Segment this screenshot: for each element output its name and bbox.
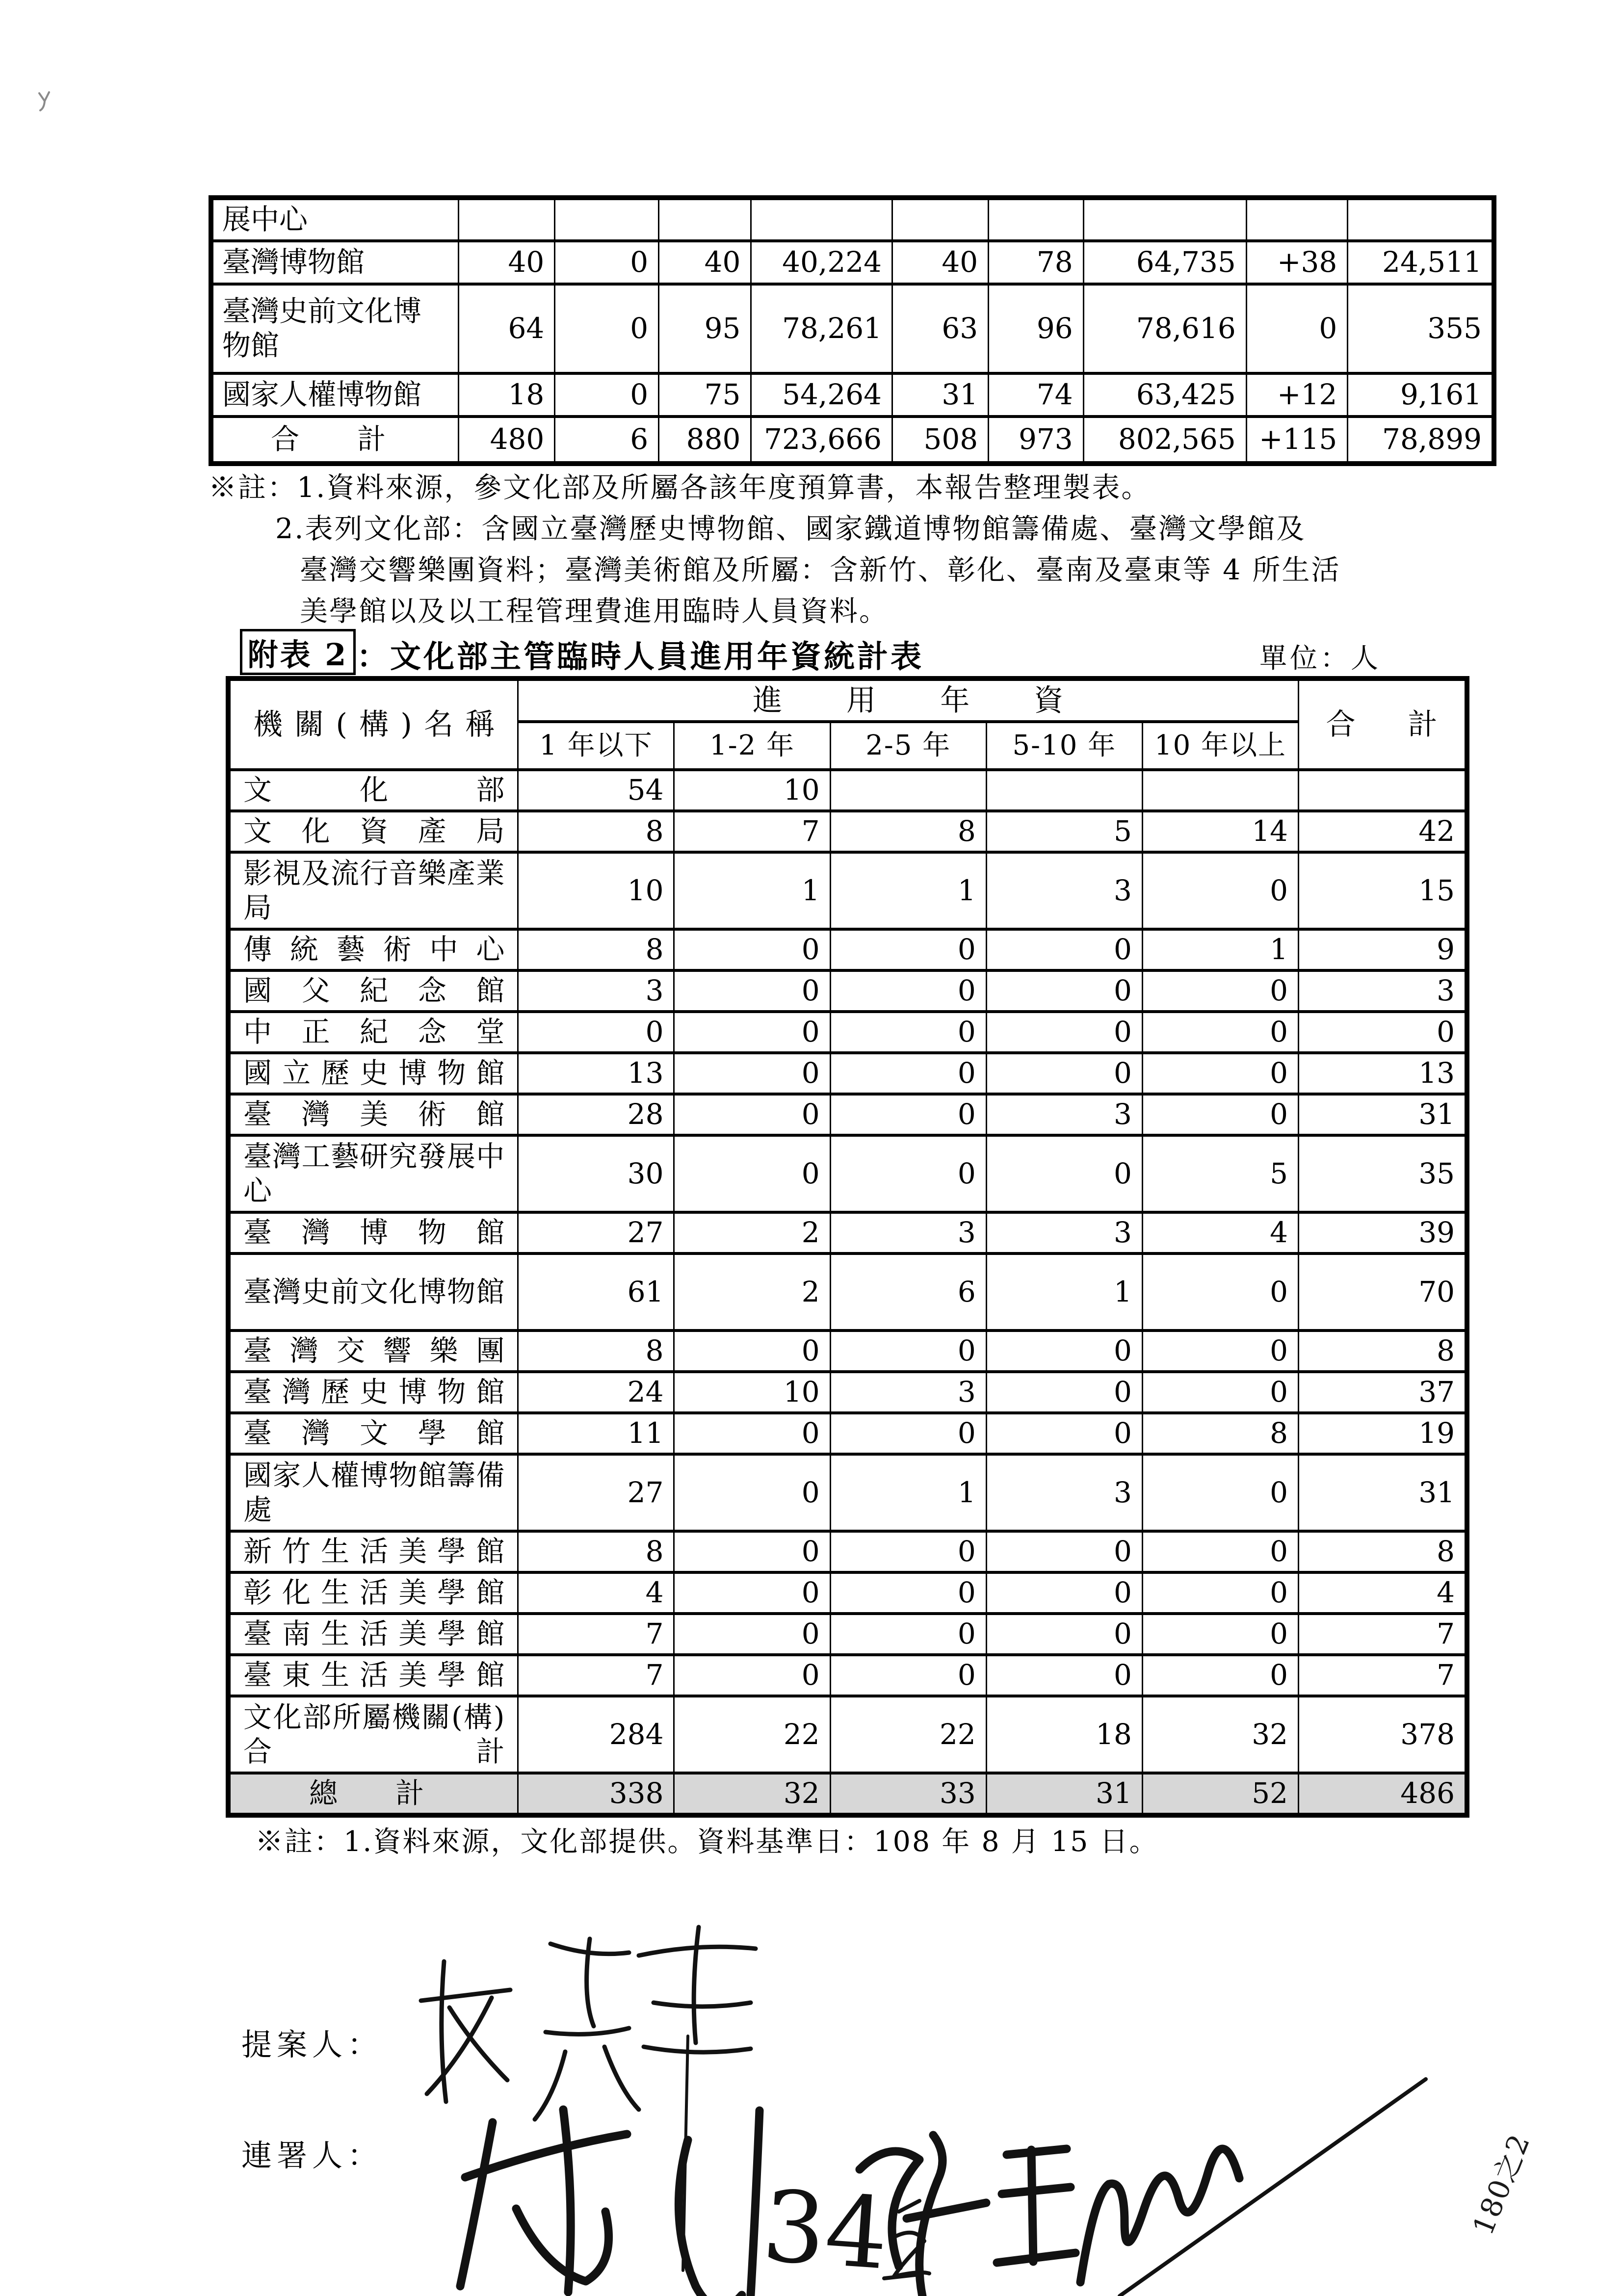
value-cell: 0 bbox=[1142, 1614, 1298, 1655]
value-cell: 6 bbox=[830, 1253, 986, 1331]
value-cell: 63,425 bbox=[1083, 373, 1246, 417]
value-cell bbox=[1299, 770, 1467, 811]
value-cell: 0 bbox=[674, 1454, 830, 1531]
footnote-line: ※註：1.資料來源，參文化部及所屬各該年度預算書，本報告整理製表。 bbox=[209, 471, 1151, 504]
value-cell: 22 bbox=[830, 1696, 986, 1773]
value-cell: 19 bbox=[1299, 1413, 1467, 1454]
value-cell: 0 bbox=[986, 1053, 1142, 1094]
footnote-line: 美學館以及以工程管理費進用臨時人員資料。 bbox=[300, 595, 889, 627]
org-name-cell: 展中心 bbox=[211, 198, 459, 241]
value-cell: 8 bbox=[518, 1331, 674, 1372]
unit-label: 單位：人 bbox=[1259, 643, 1381, 675]
col-header-5-10yr: 5-10 年 bbox=[986, 722, 1142, 770]
value-cell: 40 bbox=[892, 241, 989, 284]
value-cell: 284 bbox=[518, 1696, 674, 1773]
value-cell: 3 bbox=[830, 1212, 986, 1253]
table1-footnote bbox=[209, 467, 1341, 632]
seniority-group-header: 進 用 年 資 bbox=[518, 678, 1299, 722]
value-cell: 7 bbox=[518, 1655, 674, 1696]
value-cell: 378 bbox=[1299, 1696, 1467, 1773]
value-cell: 0 bbox=[830, 929, 986, 970]
value-cell: 0 bbox=[1142, 1372, 1298, 1413]
value-cell: 0 bbox=[1142, 1572, 1298, 1614]
value-cell: 0 bbox=[830, 1413, 986, 1454]
value-cell: 0 bbox=[674, 1614, 830, 1655]
value-cell: 0 bbox=[830, 1135, 986, 1212]
value-cell: 0 bbox=[1142, 852, 1298, 929]
value-cell: 0 bbox=[986, 1413, 1142, 1454]
value-cell: 7 bbox=[518, 1614, 674, 1655]
value-cell: 8 bbox=[518, 811, 674, 852]
value-cell: 30 bbox=[518, 1135, 674, 1212]
org-name-header: 機關(構)名稱 bbox=[228, 678, 518, 770]
value-cell bbox=[1246, 198, 1348, 241]
value-cell: 8 bbox=[830, 811, 986, 852]
value-cell: 3 bbox=[830, 1372, 986, 1413]
value-cell: 33 bbox=[830, 1773, 986, 1815]
value-cell: 7 bbox=[1299, 1655, 1467, 1696]
value-cell: 61 bbox=[518, 1253, 674, 1331]
value-cell: 31 bbox=[892, 373, 989, 417]
table-row bbox=[211, 241, 1494, 284]
value-cell: 40 bbox=[459, 241, 555, 284]
value-cell: 973 bbox=[989, 417, 1084, 464]
table-row bbox=[228, 1253, 1467, 1331]
seniority-table-body bbox=[228, 770, 1467, 1815]
value-cell: 78,899 bbox=[1348, 417, 1494, 464]
value-cell: 0 bbox=[1142, 1012, 1298, 1053]
value-cell bbox=[1083, 198, 1246, 241]
value-cell: 40 bbox=[659, 241, 751, 284]
value-cell: 508 bbox=[892, 417, 989, 464]
seniority-statistics-table bbox=[226, 676, 1469, 1818]
value-cell: 6 bbox=[555, 417, 659, 464]
value-cell: 32 bbox=[674, 1773, 830, 1815]
value-cell: 11 bbox=[518, 1413, 674, 1454]
value-cell bbox=[986, 770, 1142, 811]
org-name-cell: 臺灣博物館 bbox=[211, 241, 459, 284]
value-cell: 880 bbox=[659, 417, 751, 464]
value-cell: 0 bbox=[674, 1135, 830, 1212]
value-cell: 0 bbox=[986, 1614, 1142, 1655]
value-cell: 7 bbox=[674, 811, 830, 852]
org-name-cell: 文化部所屬機關(構)合計 bbox=[228, 1696, 518, 1773]
table-row bbox=[228, 811, 1467, 852]
value-cell bbox=[989, 198, 1084, 241]
value-cell: 0 bbox=[1142, 1094, 1298, 1135]
value-cell bbox=[892, 198, 989, 241]
org-name-cell: 國家人權博物館 bbox=[211, 373, 459, 417]
value-cell: 0 bbox=[674, 1572, 830, 1614]
table2-title: ：文化部主管臨時人員進用年資統計表 bbox=[357, 638, 924, 675]
value-cell: 1 bbox=[674, 852, 830, 929]
value-cell: 0 bbox=[674, 1094, 830, 1135]
value-cell: 96 bbox=[989, 284, 1084, 373]
table-row bbox=[228, 1614, 1467, 1655]
value-cell: 0 bbox=[1142, 1253, 1298, 1331]
value-cell: 0 bbox=[674, 1531, 830, 1572]
value-cell: 7 bbox=[1299, 1614, 1467, 1655]
table2-footnote: ※註：1.資料來源，文化部提供。資料基準日：108 年 8 月 15 日。 bbox=[255, 1826, 1159, 1858]
value-cell: 8 bbox=[1299, 1331, 1467, 1372]
value-cell: 28 bbox=[518, 1094, 674, 1135]
value-cell bbox=[751, 198, 892, 241]
value-cell: 24,511 bbox=[1348, 241, 1494, 284]
value-cell: 0 bbox=[555, 241, 659, 284]
value-cell: 8 bbox=[518, 929, 674, 970]
value-cell: 42 bbox=[1299, 811, 1467, 852]
value-cell: 1 bbox=[986, 1253, 1142, 1331]
org-name-cell: 臺灣交響樂團 bbox=[228, 1331, 518, 1372]
value-cell bbox=[1142, 770, 1298, 811]
value-cell bbox=[459, 198, 555, 241]
org-name-cell: 臺灣史前文化博物館 bbox=[211, 284, 459, 373]
value-cell: 0 bbox=[674, 1655, 830, 1696]
value-cell: 8 bbox=[1142, 1413, 1298, 1454]
org-name-cell: 臺灣博物館 bbox=[228, 1212, 518, 1253]
org-name-cell: 文化部 bbox=[228, 770, 518, 811]
org-name-cell: 國父紀念館 bbox=[228, 970, 518, 1012]
value-cell: 13 bbox=[518, 1053, 674, 1094]
value-cell: 3 bbox=[986, 1454, 1142, 1531]
value-cell: 40,224 bbox=[751, 241, 892, 284]
value-cell: 0 bbox=[1299, 1012, 1467, 1053]
table-row bbox=[228, 1454, 1467, 1531]
value-cell: 0 bbox=[830, 1331, 986, 1372]
org-name-cell: 影視及流行音樂產業局 bbox=[228, 852, 518, 929]
value-cell: 39 bbox=[1299, 1212, 1467, 1253]
table-row bbox=[211, 284, 1494, 373]
org-name-cell: 合 計 bbox=[211, 417, 459, 464]
value-cell: 0 bbox=[830, 970, 986, 1012]
value-cell: 802,565 bbox=[1083, 417, 1246, 464]
value-cell: 0 bbox=[674, 1012, 830, 1053]
org-name-cell: 臺南生活美學館 bbox=[228, 1614, 518, 1655]
table-header-row bbox=[228, 678, 1467, 722]
value-cell: 27 bbox=[518, 1212, 674, 1253]
value-cell: 3 bbox=[986, 1094, 1142, 1135]
value-cell: 54,264 bbox=[751, 373, 892, 417]
value-cell: 52 bbox=[1142, 1773, 1298, 1815]
value-cell: 13 bbox=[1299, 1053, 1467, 1094]
footnote-line: 臺灣交響樂團資料；臺灣美術館及所屬：含新竹、彰化、臺南及臺東等 4 所生活 bbox=[300, 554, 1341, 586]
value-cell bbox=[830, 770, 986, 811]
value-cell: 31 bbox=[1299, 1454, 1467, 1531]
value-cell: 0 bbox=[1142, 1331, 1298, 1372]
value-cell: 95 bbox=[659, 284, 751, 373]
value-cell: 338 bbox=[518, 1773, 674, 1815]
value-cell: 37 bbox=[1299, 1372, 1467, 1413]
value-cell: 0 bbox=[674, 1053, 830, 1094]
value-cell bbox=[555, 198, 659, 241]
value-cell: 2 bbox=[674, 1212, 830, 1253]
value-cell: 0 bbox=[1142, 1655, 1298, 1696]
table-row bbox=[228, 770, 1467, 811]
value-cell: 0 bbox=[986, 1331, 1142, 1372]
org-name-cell: 臺灣文學館 bbox=[228, 1413, 518, 1454]
handwritten-page-number: 180之2 bbox=[1466, 2129, 1537, 2240]
value-cell: 0 bbox=[1142, 1531, 1298, 1572]
value-cell: 0 bbox=[986, 1135, 1142, 1212]
org-name-cell: 臺灣史前文化博物館 bbox=[228, 1253, 518, 1331]
value-cell: 0 bbox=[986, 1531, 1142, 1572]
table-row bbox=[228, 1053, 1467, 1094]
table-row bbox=[228, 852, 1467, 929]
org-name-cell: 臺灣美術館 bbox=[228, 1094, 518, 1135]
col-header-2-5yr: 2-5 年 bbox=[830, 722, 986, 770]
total-header: 合 計 bbox=[1299, 678, 1467, 770]
value-cell: 0 bbox=[674, 929, 830, 970]
value-cell: 0 bbox=[830, 1053, 986, 1094]
value-cell: 0 bbox=[830, 1614, 986, 1655]
handwritten-number-34: 34 bbox=[759, 2169, 892, 2292]
table-row bbox=[228, 1531, 1467, 1572]
org-name-cell: 國家人權博物館籌備處 bbox=[228, 1454, 518, 1531]
value-cell: 0 bbox=[986, 929, 1142, 970]
col-header-1-2yr: 1-2 年 bbox=[674, 722, 830, 770]
table-row bbox=[211, 417, 1494, 464]
value-cell: 4 bbox=[1299, 1572, 1467, 1614]
table-row bbox=[228, 1331, 1467, 1372]
value-cell: 18 bbox=[986, 1696, 1142, 1773]
table2-header bbox=[228, 678, 1467, 770]
org-name-cell: 臺東生活美學館 bbox=[228, 1655, 518, 1696]
table-row bbox=[228, 1135, 1467, 1212]
org-name-cell: 總 計 bbox=[228, 1773, 518, 1815]
table-row bbox=[228, 1094, 1467, 1135]
value-cell bbox=[659, 198, 751, 241]
value-cell: 0 bbox=[986, 1012, 1142, 1053]
table-row bbox=[211, 373, 1494, 417]
value-cell: 3 bbox=[986, 852, 1142, 929]
table-row bbox=[228, 1413, 1467, 1454]
value-cell: 0 bbox=[674, 970, 830, 1012]
table-row bbox=[228, 1696, 1467, 1773]
table-row bbox=[228, 929, 1467, 970]
value-cell: 3 bbox=[986, 1212, 1142, 1253]
value-cell: 5 bbox=[986, 811, 1142, 852]
org-name-cell: 傳統藝術中心 bbox=[228, 929, 518, 970]
value-cell: 31 bbox=[986, 1773, 1142, 1815]
value-cell: 15 bbox=[1299, 852, 1467, 929]
table-row bbox=[228, 1012, 1467, 1053]
value-cell: 9 bbox=[1299, 929, 1467, 970]
proposer-label: 提案人： bbox=[241, 2027, 383, 2062]
value-cell: 78 bbox=[989, 241, 1084, 284]
value-cell: 8 bbox=[518, 1531, 674, 1572]
value-cell: 2 bbox=[674, 1253, 830, 1331]
value-cell: 0 bbox=[1142, 970, 1298, 1012]
value-cell: 0 bbox=[555, 373, 659, 417]
cosigner-label: 連署人： bbox=[241, 2138, 383, 2173]
org-name-cell: 臺灣工藝研究發展中心 bbox=[228, 1135, 518, 1212]
value-cell: +12 bbox=[1246, 373, 1348, 417]
value-cell: 0 bbox=[1246, 284, 1348, 373]
org-name-cell: 新竹生活美學館 bbox=[228, 1531, 518, 1572]
value-cell: 24 bbox=[518, 1372, 674, 1413]
value-cell: 0 bbox=[986, 1372, 1142, 1413]
budget-table-continued bbox=[209, 195, 1496, 466]
value-cell: 0 bbox=[986, 1572, 1142, 1614]
value-cell: 0 bbox=[830, 1012, 986, 1053]
table-row bbox=[228, 1372, 1467, 1413]
value-cell: 75 bbox=[659, 373, 751, 417]
table-row bbox=[228, 970, 1467, 1012]
table-row bbox=[228, 1773, 1467, 1815]
value-cell: 1 bbox=[830, 1454, 986, 1531]
budget-table-body bbox=[211, 198, 1494, 464]
appendix-number-box: 附表 2 bbox=[240, 629, 356, 675]
value-cell: 18 bbox=[459, 373, 555, 417]
value-cell: 10 bbox=[674, 770, 830, 811]
value-cell: 70 bbox=[1299, 1253, 1467, 1331]
value-cell: 3 bbox=[518, 970, 674, 1012]
table-row bbox=[211, 198, 1494, 241]
value-cell: +38 bbox=[1246, 241, 1348, 284]
value-cell: 0 bbox=[830, 1572, 986, 1614]
value-cell: 0 bbox=[830, 1655, 986, 1696]
value-cell: 31 bbox=[1299, 1094, 1467, 1135]
value-cell: 35 bbox=[1299, 1135, 1467, 1212]
value-cell: 8 bbox=[1299, 1531, 1467, 1572]
value-cell: 4 bbox=[1142, 1212, 1298, 1253]
value-cell: 9,161 bbox=[1348, 373, 1494, 417]
value-cell: 64 bbox=[459, 284, 555, 373]
value-cell: 0 bbox=[674, 1413, 830, 1454]
org-name-cell: 臺灣歷史博物館 bbox=[228, 1372, 518, 1413]
value-cell: 27 bbox=[518, 1454, 674, 1531]
value-cell: 0 bbox=[1142, 1053, 1298, 1094]
value-cell: 64,735 bbox=[1083, 241, 1246, 284]
value-cell: 0 bbox=[830, 1531, 986, 1572]
org-name-cell: 彰化生活美學館 bbox=[228, 1572, 518, 1614]
table-row bbox=[228, 1212, 1467, 1253]
value-cell: 1 bbox=[1142, 929, 1298, 970]
scan-artifact-mark bbox=[33, 86, 63, 121]
org-name-cell: 文化資產局 bbox=[228, 811, 518, 852]
value-cell: 0 bbox=[555, 284, 659, 373]
col-header-under1yr: 1 年以下 bbox=[518, 722, 674, 770]
value-cell: 480 bbox=[459, 417, 555, 464]
value-cell: 4 bbox=[518, 1572, 674, 1614]
value-cell: 1 bbox=[830, 852, 986, 929]
value-cell: 0 bbox=[830, 1094, 986, 1135]
value-cell: 14 bbox=[1142, 811, 1298, 852]
value-cell: 63 bbox=[892, 284, 989, 373]
table-row bbox=[228, 1655, 1467, 1696]
value-cell: 0 bbox=[674, 1331, 830, 1372]
value-cell: 78,616 bbox=[1083, 284, 1246, 373]
value-cell: 10 bbox=[518, 852, 674, 929]
table2-caption bbox=[240, 629, 1469, 674]
footnote-line: 2.表列文化部：含國立臺灣歷史博物館、國家鐵道博物館籌備處、臺灣文學館及 bbox=[275, 513, 1306, 545]
value-cell: +115 bbox=[1246, 417, 1348, 464]
value-cell: 0 bbox=[986, 970, 1142, 1012]
value-cell: 3 bbox=[1299, 970, 1467, 1012]
table-row bbox=[228, 1572, 1467, 1614]
value-cell: 78,261 bbox=[751, 284, 892, 373]
value-cell: 355 bbox=[1348, 284, 1494, 373]
org-name-cell: 國立歷史博物館 bbox=[228, 1053, 518, 1094]
value-cell: 54 bbox=[518, 770, 674, 811]
value-cell: 22 bbox=[674, 1696, 830, 1773]
value-cell: 74 bbox=[989, 373, 1084, 417]
value-cell: 723,666 bbox=[751, 417, 892, 464]
col-header-over10yr: 10 年以上 bbox=[1142, 722, 1298, 770]
value-cell: 32 bbox=[1142, 1696, 1298, 1773]
value-cell: 0 bbox=[1142, 1454, 1298, 1531]
value-cell bbox=[1348, 198, 1494, 241]
signature-diagonal-stroke bbox=[1120, 2079, 1426, 2296]
value-cell: 5 bbox=[1142, 1135, 1298, 1212]
value-cell: 0 bbox=[986, 1655, 1142, 1696]
value-cell: 10 bbox=[674, 1372, 830, 1413]
value-cell: 486 bbox=[1299, 1773, 1467, 1815]
value-cell: 0 bbox=[518, 1012, 674, 1053]
org-name-cell: 中正紀念堂 bbox=[228, 1012, 518, 1053]
